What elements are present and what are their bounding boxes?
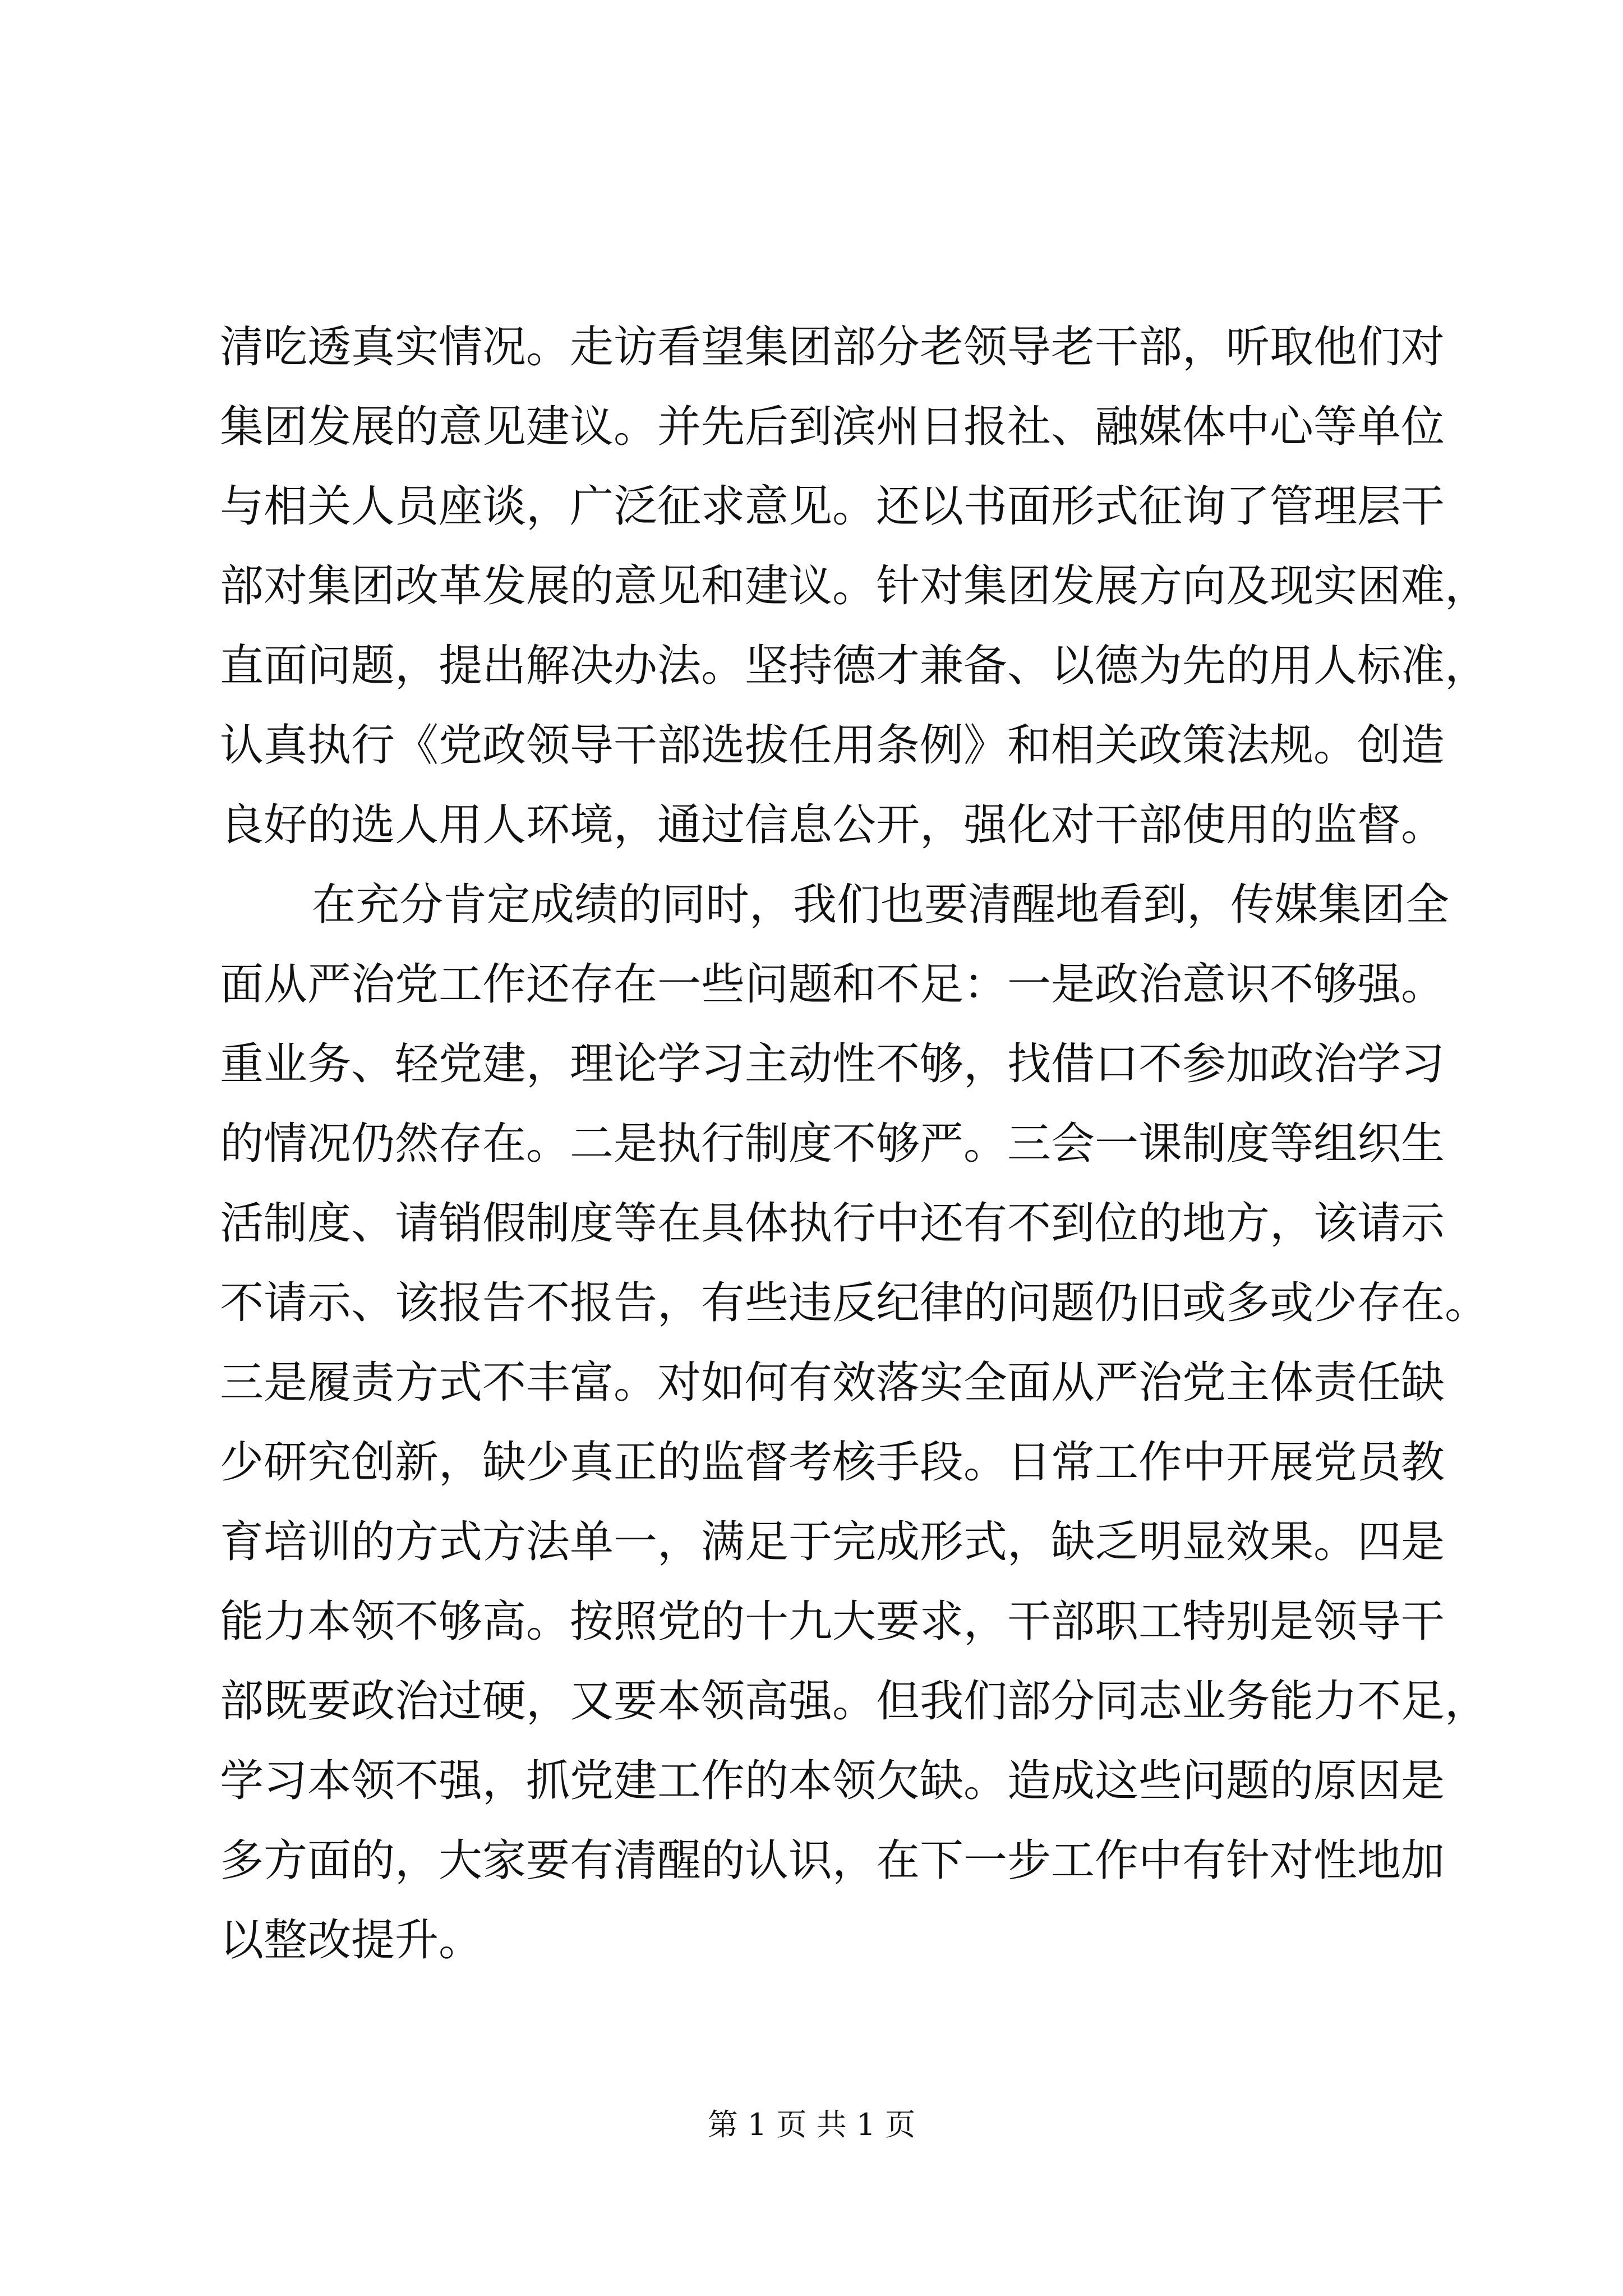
page-number-footer: 第 1 页 共 1 页 [707,2107,916,2142]
text-line: 三是履责方式不丰富。对如何有效落实全面从严治党主体责任缺 [220,1358,1445,1408]
text-line: 学习本领不强，抓党建工作的本领欠缺。造成这些问题的原因是 [220,1756,1445,1806]
text-line: 能力本领不够高。按照党的十九大要求，干部职工特别是领导干 [220,1596,1445,1647]
text-line: 以整改提升。 [220,1915,483,1966]
text-line: 良好的选人用人环境，通过信息公开，强化对干部使用的监督。 [220,800,1445,850]
text-line: 面从严治党工作还存在一些问题和不足：一是政治意识不够强。 [220,959,1445,1010]
text-line: 在充分肯定成绩的同时，我们也要清醒地看到，传媒集团全 [312,880,1450,930]
text-line: 认真执行《党政领导干部选拔任用条例》和相关政策法规。创造 [220,720,1445,771]
text-line: 少研究创新，缺少真正的监督考核手段。日常工作中开展党员教 [220,1437,1445,1488]
document-body [220,307,1489,1980]
text-line: 清吃透真实情况。走访看望集团部分老领导老干部，听取他们对 [220,322,1445,372]
text-line: 育培训的方式方法单一，满足于完成形式，缺乏明显效果。四是 [220,1517,1445,1567]
text-line: 重业务、轻党建，理论学习主动性不够，找借口不参加政治学习 [220,1039,1445,1089]
text-line: 集团发展的意见建议。并先后到滨州日报社、融媒体中心等单位 [220,402,1445,452]
text-line: 不请示、该报告不报告，有些违反纪律的问题仍旧或多或少存在。 [220,1278,1489,1328]
text-line: 部对集团改革发展的意见和建议。针对集团发展方向及现实困难， [220,561,1489,611]
text-line: 部既要政治过硬，又要本领高强。但我们部分同志业务能力不足， [220,1676,1489,1727]
text-line: 活制度、请销假制度等在具体执行中还有不到位的地方，该请示 [220,1198,1445,1249]
text-line: 多方面的，大家要有清醒的认识，在下一步工作中有针对性地加 [220,1835,1445,1886]
text-line: 直面问题，提出解决办法。坚持德才兼备、以德为先的用人标准， [220,641,1489,691]
text-line: 与相关人员座谈，广泛征求意见。还以书面形式征询了管理层干 [220,481,1445,532]
text-line: 的情况仍然存在。二是执行制度不够严。三会一课制度等组织生 [220,1119,1445,1169]
